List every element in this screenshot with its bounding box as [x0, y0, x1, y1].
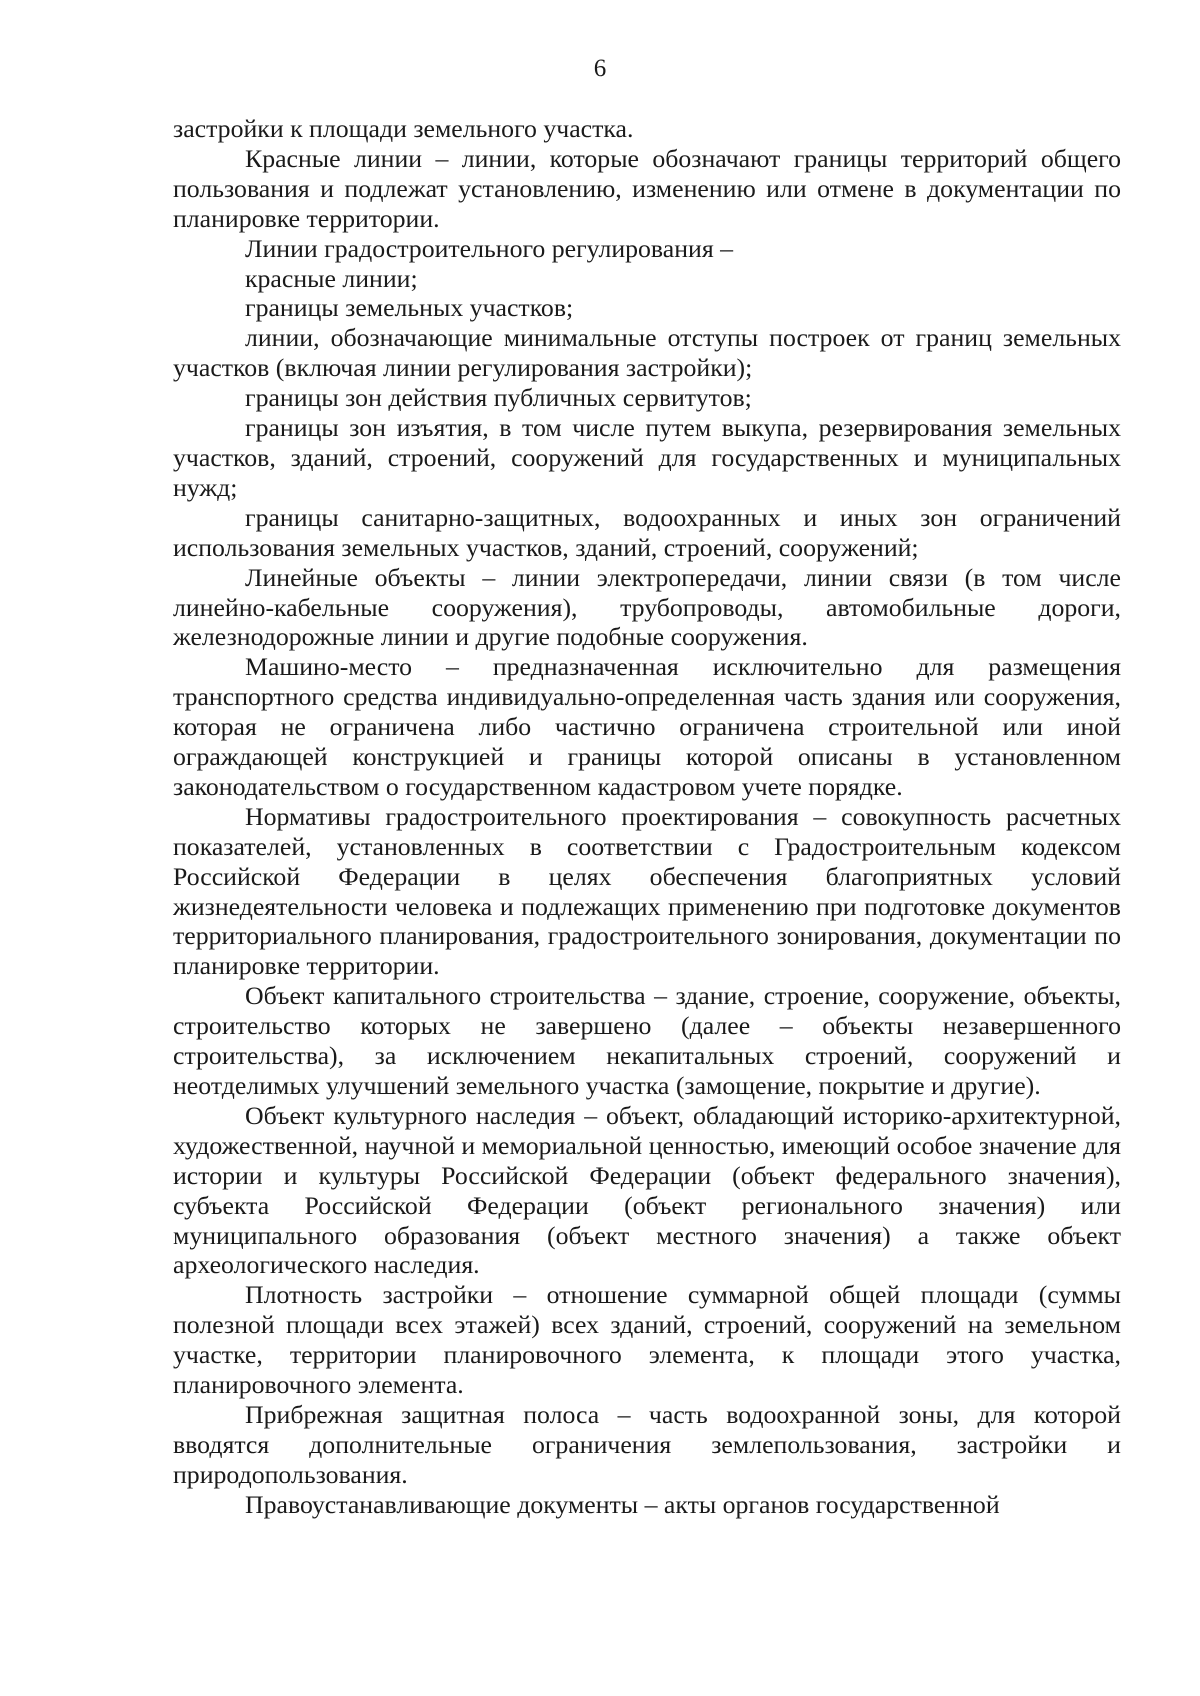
- paragraph: линии, обозначающие минимальные отступы построек от границ земельных участков (включая линии регулирования застройки);: [173, 323, 1121, 383]
- paragraph: границы санитарно-защитных, водоохранных и иных зон ограничений использования земельных участков, зданий, строений, сооружений;: [173, 502, 1121, 562]
- page-number: 6: [593, 55, 607, 82]
- paragraph: Правоустанавливающие документы – акты органов государственной: [245, 1489, 1000, 1519]
- paragraph: Плотность застройки – отношение суммарной общей площади (суммы полезной площади всех этажей) всех зданий, строений, сооружений на земельном участке, территории планировочного элемента, к площади этого участка, планировочного элемента.: [173, 1280, 1121, 1400]
- paragraph: застройки к площади земельного участка.: [173, 114, 634, 143]
- paragraph: Линейные объекты – линии электропередачи, линии связи (в том числе линейно-кабельные сооружения), трубопроводы, автомобильные дороги, железнодорожные линии и другие подобные сооружения.: [173, 562, 1121, 652]
- paragraph: границы зон изъятия, в том числе путем выкупа, резервирования земельных участков, зданий, строений, сооружений для государственных и муниципальных нужд;: [173, 413, 1121, 502]
- paragraph: Машино-место – предназначенная исключительно для размещения транспортного средства индивидуально-определенная часть здания или сооружения, которая не ограничена либо частично ограничена строительной или иной ограждающей конструкцией и границы которой описаны в установленном законодательством о государственном кадастровом учете порядке.: [173, 652, 1121, 801]
- paragraph: Объект культурного наследия – объект, обладающий историко-архитектурной, художественной, научной и мемориальной ценностью, имеющий особое значение для истории и культуры Российской Федерации (объект федерального значения), субъекта Российской Федерации (объект регионального значения) или муниципального образования (объект местного значения) а также объект археологического наследия.: [173, 1100, 1121, 1280]
- paragraph: красные линии;: [245, 263, 418, 293]
- paragraph: Объект капитального строительства – здание, строение, сооружение, объекты, строительство которых не завершено (далее – объекты незавершенного строительства), за исключением некапитальных строений, сооружений и неотделимых улучшений земельного участка (замощение, покрытие и другие).: [173, 981, 1121, 1100]
- document-body: [173, 114, 1121, 1520]
- paragraph: Линии градостроительного регулирования –: [245, 233, 734, 263]
- paragraph: границы земельных участков;: [245, 293, 574, 323]
- paragraph: границы зон действия публичных сервитутов;: [245, 383, 752, 413]
- paragraph: Нормативы градостроительного проектирования – совокупность расчетных показателей, установленных в соответствии с Градостроительным кодексом Российской Федерации в целях обеспечения благоприятных условий жизнедеятельности человека и подлежащих применению при подготовке документов территориального планирования, градостроительного зонирования, документации по планировке территории.: [173, 801, 1121, 981]
- paragraph: Красные линии – линии, которые обозначают границы территорий общего пользования и подлежат установлению, изменению или отмене в документации по планировке территории.: [173, 143, 1121, 233]
- paragraph: Прибрежная защитная полоса – часть водоохранной зоны, для которой вводятся дополнительные ограничения землепользования, застройки и природопользования.: [173, 1399, 1121, 1489]
